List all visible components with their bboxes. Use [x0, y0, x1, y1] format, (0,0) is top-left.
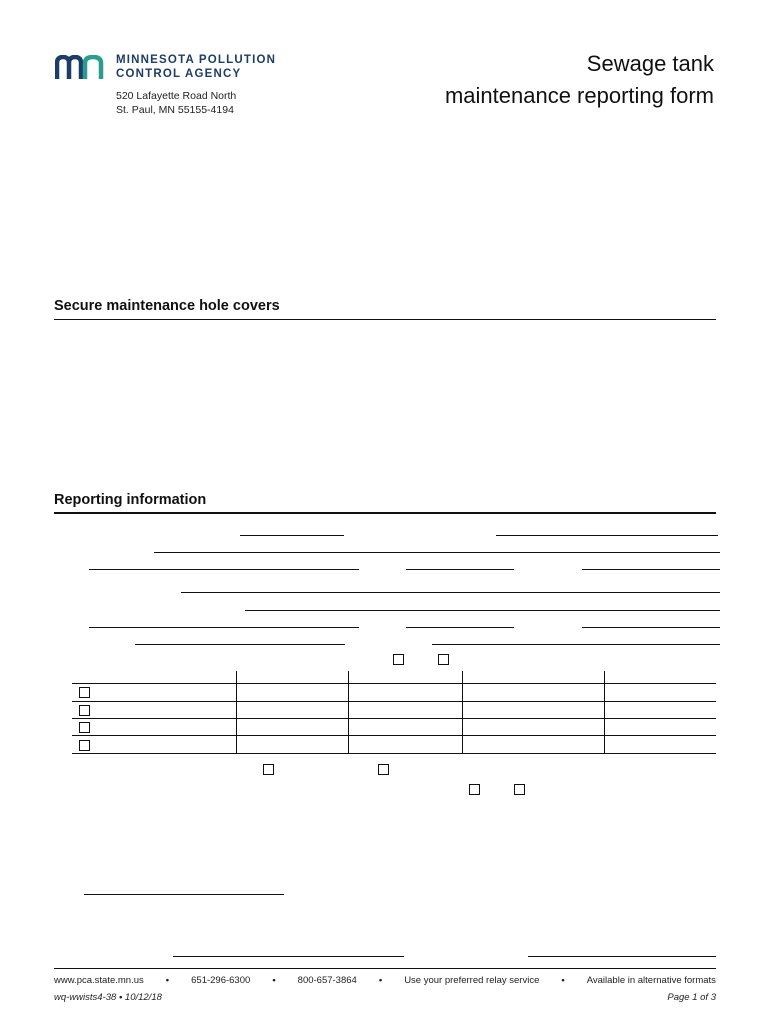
footer-separator: • [378, 975, 383, 986]
footer-phone1: 651-296-6300 [191, 975, 251, 986]
agency-name-line2: CONTROL AGENCY [116, 68, 242, 80]
footer-relay: Use your preferred relay service [404, 975, 540, 986]
footer-doc-id-group [54, 992, 162, 1003]
signature-line[interactable] [173, 956, 404, 957]
footer-website: www.pca.state.mn.us [54, 975, 144, 986]
table-row-border [72, 753, 716, 754]
agency-name [116, 53, 276, 81]
footer-meta [54, 992, 716, 1003]
footer-doc-id: wq-wwists4-38 [54, 992, 117, 1003]
checkbox[interactable] [469, 784, 480, 795]
footer-separator: • [272, 975, 276, 986]
footer-phone2: 800-657-3864 [297, 975, 357, 986]
form-field-line[interactable] [89, 627, 359, 628]
mpca-logo-icon [55, 55, 109, 79]
form-field-line[interactable] [181, 592, 720, 593]
footer-date: 10/12/18 [124, 992, 162, 1003]
form-field-line[interactable] [84, 894, 284, 895]
form-field-line[interactable] [135, 644, 345, 645]
footer-divider [54, 968, 716, 969]
form-field-line[interactable] [582, 569, 720, 570]
table-row-checkbox[interactable] [79, 705, 90, 716]
form-field-line[interactable] [406, 627, 514, 628]
footer-separator: • [165, 975, 170, 986]
footer-contact [54, 975, 716, 986]
section-title-reporting: Reporting information [54, 492, 207, 508]
checkbox[interactable] [263, 764, 274, 775]
address-line2: St. Paul, MN 55155-4194 [116, 104, 234, 116]
address-line1: 520 Lafayette Road North [116, 90, 237, 102]
checkbox[interactable] [393, 654, 404, 665]
section-divider [54, 512, 716, 514]
form-field-line[interactable] [406, 569, 514, 570]
checkbox[interactable] [514, 784, 525, 795]
footer-formats: Available in alternative formats [586, 975, 716, 986]
table-row-checkbox[interactable] [79, 722, 90, 733]
form-field-line[interactable] [240, 535, 344, 536]
checkbox[interactable] [438, 654, 449, 665]
section-divider [54, 319, 716, 320]
form-field-line[interactable] [154, 552, 720, 553]
document-title [445, 48, 714, 112]
table-row-checkbox[interactable] [79, 740, 90, 751]
table-row-border [72, 735, 716, 736]
form-field-line[interactable] [496, 535, 718, 536]
footer-separator: • [118, 992, 123, 1003]
agency-name-line1: MINNESOTA POLLUTION [116, 54, 277, 66]
table-row-border [72, 718, 716, 719]
checkbox[interactable] [378, 764, 389, 775]
footer-page-number: Page 1 of 3 [667, 992, 716, 1003]
document-title-line2: maintenance reporting form [444, 83, 714, 108]
table-row-border [72, 683, 716, 684]
form-field-line[interactable] [582, 627, 720, 628]
section-title-secure-covers: Secure maintenance hole covers [54, 298, 280, 314]
form-field-line[interactable] [245, 610, 720, 611]
date-line[interactable] [528, 956, 716, 957]
table-row-border [72, 701, 716, 702]
footer-separator: • [561, 975, 565, 986]
form-field-line[interactable] [89, 569, 359, 570]
agency-address [116, 89, 236, 117]
form-field-line[interactable] [432, 644, 720, 645]
table-row-checkbox[interactable] [79, 687, 90, 698]
document-title-line1: Sewage tank [586, 51, 714, 76]
